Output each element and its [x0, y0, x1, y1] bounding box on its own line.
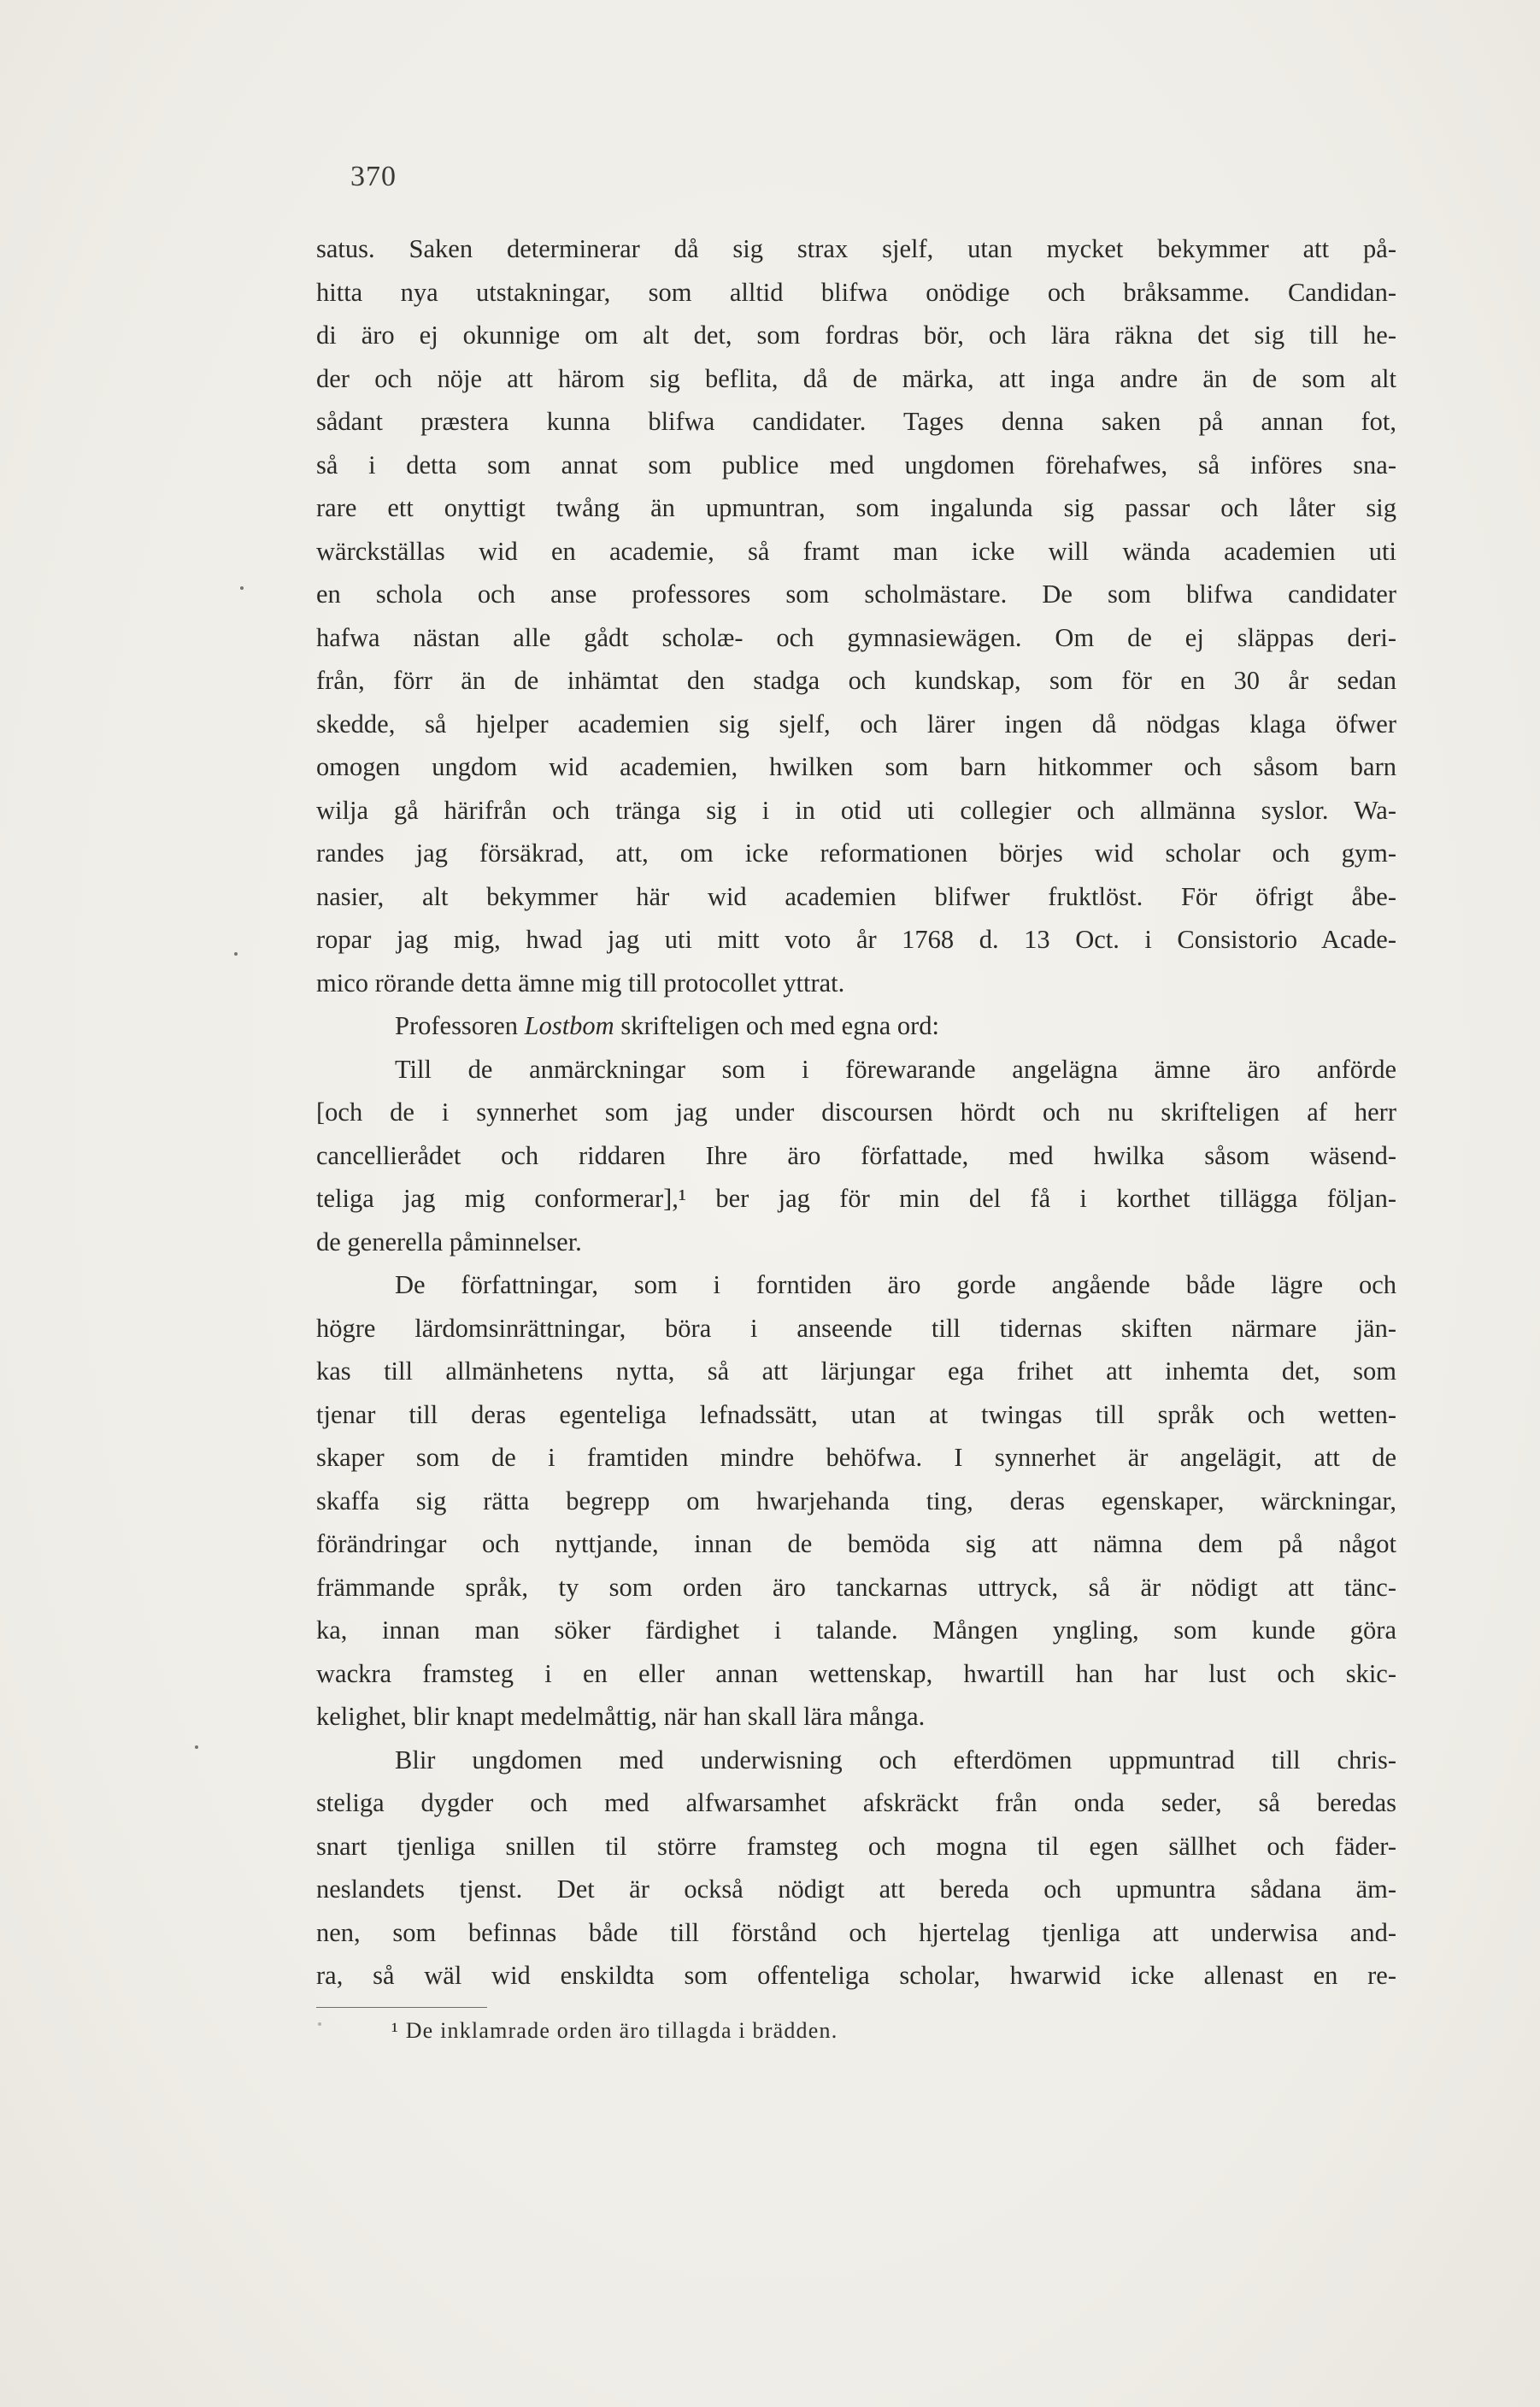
ink-speck [234, 952, 238, 956]
text-line: högre lärdomsinrättningar, böra i anseende till tidernas skiften närmare jän- [316, 1313, 1396, 1343]
text-line: neslandets tjenst. Det är också nödigt att bereda och upmuntra sådana äm- [316, 1874, 1396, 1904]
text-line: skaper som de i framtiden mindre behöfwa. I synnerhet är angelägit, att de [316, 1443, 1396, 1472]
text-line: tjenar till deras egenteliga lefnadssätt, utan at twingas till språk och wetten- [316, 1399, 1396, 1429]
text-line: förändringar och nyttjande, innan de bemöda sig att nämna dem på något [316, 1529, 1396, 1558]
text-line: kas till allmänhetens nytta, så att lärjungar ega frihet att inhemta det, som [316, 1357, 1396, 1386]
footnote-divider [316, 2007, 487, 2008]
text-line: snart tjenliga snillen til större framsteg och mogna til egen sällhet och fäder- [316, 1831, 1396, 1861]
page-number: 370 [350, 161, 397, 192]
text-line: wärckställas wid en academie, så framt man icke will wända academien uti [316, 536, 1396, 566]
text-line: wilja gå härifrån och tränga sig i in otid uti collegier och allmänna syslor. Wa- [316, 795, 1396, 825]
text-line: nen, som befinnas både till förstånd och hjertelag tjenliga att underwisa and- [316, 1917, 1396, 1947]
italic-name: Lostbom [524, 1011, 614, 1040]
text-line: rare ett onyttigt twång än upmuntran, som ingalunda sig passar och låter sig [316, 493, 1396, 522]
text-line: satus. Saken determinerar då sig strax sjelf, utan mycket bekymmer att på- [316, 234, 1396, 263]
footnote: ¹ De inklamrade orden äro tillagda i brädden. [391, 2018, 838, 2043]
text-line: en schola och anse professores som scholmästare. De som blifwa candidater [316, 580, 1396, 609]
text-line: Professoren Lostbom skrifteligen och med egna ord: [395, 1011, 940, 1040]
text-line: ropar jag mig, hwad jag uti mitt voto år 1768 d. 13 Oct. i Consistorio Acade- [316, 925, 1396, 954]
ink-speck [240, 586, 244, 590]
text-line: sådant præstera kunna blifwa candidater. Tages denna saken på annan fot, [316, 407, 1396, 436]
ink-speck [195, 1745, 198, 1749]
text-line: Till de anmärckningar som i förewarande angelägna ämne äro anförde [395, 1054, 1396, 1084]
text-line: mico rörande detta ämne mig till protocollet yttrat. [316, 968, 845, 998]
text-line: skaffa sig rätta begrepp om hwarjehanda ting, deras egenskaper, wärckningar, [316, 1486, 1396, 1515]
text-line: omogen ungdom wid academien, hwilken som barn hitkommer och såsom barn [316, 752, 1396, 781]
text-line: ra, så wäl wid enskildta som offenteliga scholar, hwarwid icke allenast en re- [316, 1961, 1396, 1990]
text-line: cancellierådet och riddaren Ihre äro författade, med hwilka såsom wäsend- [316, 1140, 1396, 1170]
text-line: främmande språk, ty som orden äro tanckarnas uttryck, så är nödigt att tänc- [316, 1572, 1396, 1602]
text-line: randes jag försäkrad, att, om icke reformationen börjes wid scholar och gym- [316, 839, 1396, 868]
text-line: teliga jag mig conformerar],¹ ber jag för min del få i korthet tillägga följan- [316, 1184, 1396, 1213]
text-line: der och nöje att härom sig beflita, då de märka, att inga andre än de som alt [316, 363, 1396, 393]
text-line: steliga dygder och med alfwarsamhet afskräckt från onda seder, så beredas [316, 1788, 1396, 1817]
text-line: kelighet, blir knapt medelmåttig, när han skall lära många. [316, 1702, 926, 1731]
text-line: de generella påminnelser. [316, 1227, 582, 1256]
text-line: hitta nya utstakningar, som alltid blifwa onödige och bråksamme. Candidan- [316, 277, 1396, 307]
text-line: nasier, alt bekymmer här wid academien blifwer fruktlöst. För öfrigt åbe- [316, 881, 1396, 911]
ink-speck [318, 2022, 321, 2026]
text-line: skedde, så hjelper academien sig sjelf, och lärer ingen då nödgas klaga öfwer [316, 709, 1396, 739]
text-line: [och de i synnerhet som jag under discoursen hördt och nu skrifteligen af herr [316, 1098, 1396, 1127]
text-line: wackra framsteg i en eller annan wettenskap, hwartill han har lust och skic- [316, 1658, 1396, 1688]
text-line: hafwa nästan alle gådt scholæ- och gymnasiewägen. Om de ej släppas deri- [316, 622, 1396, 652]
text-line: De författningar, som i forntiden äro gorde angående både lägre och [395, 1270, 1396, 1299]
body-text [316, 227, 1396, 1998]
text-line: Blir ungdomen med underwisning och efterdömen uppmuntrad till chris- [395, 1745, 1396, 1774]
text-line: så i detta som annat som publice med ungdomen förehafwes, så införes sna- [316, 450, 1396, 480]
text-line: di äro ej okunnige om alt det, som fordras bör, och lära räkna det sig till he- [316, 321, 1396, 350]
text-line: ka, innan man söker färdighet i talande. Mången yngling, som kunde göra [316, 1615, 1396, 1645]
text-line: från, förr än de inhämtat den stadga och kundskap, som för en 30 år sedan [316, 666, 1396, 695]
